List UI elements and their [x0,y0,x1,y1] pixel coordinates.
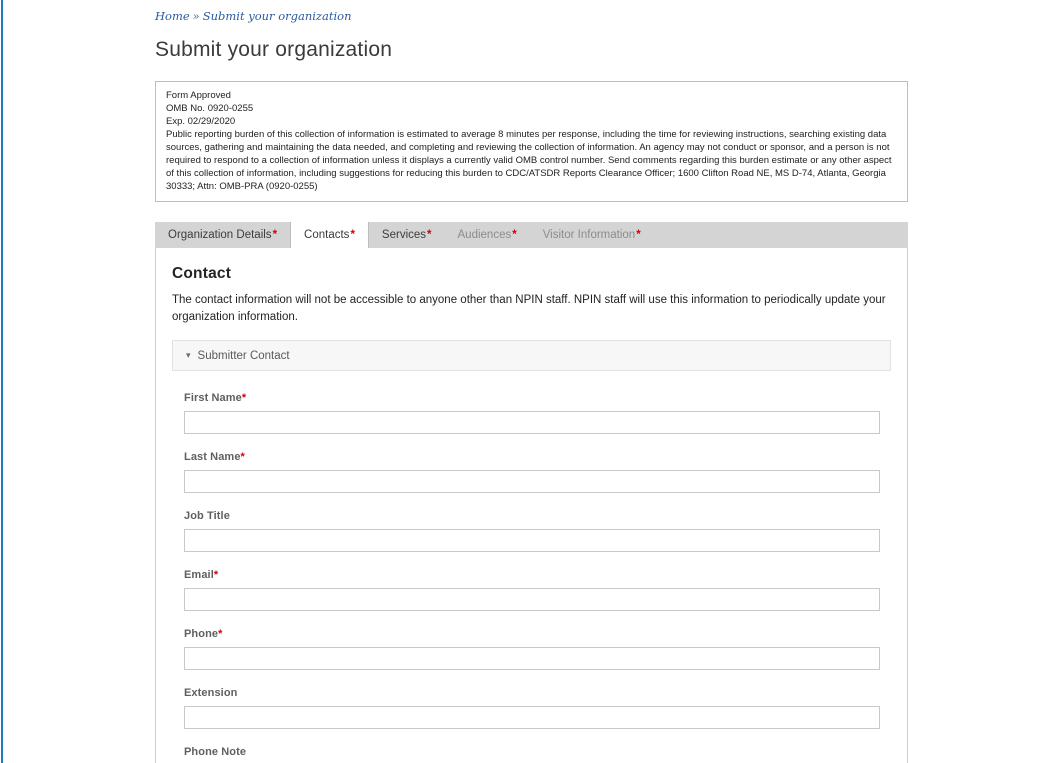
page-title: Submit your organization [155,38,393,61]
label-text: Job Title [184,510,230,522]
breadcrumb-home-link[interactable]: Home [155,9,190,23]
required-indicator: * [636,229,641,241]
contacts-tab-panel [155,248,908,763]
tab-label: Audiences [457,229,512,241]
tab-label: Organization Details [168,229,272,241]
required-indicator: * [427,229,432,241]
field-phone [184,628,880,670]
required-indicator: * [350,229,355,241]
contact-section-description: The contact information will not be accessible to anyone other than NPIN staff. NPIN staff will use this information to periodically update your organization information. [172,294,886,323]
tab-contacts[interactable] [290,222,369,248]
required-indicator: * [272,229,278,241]
tab-label: Contacts [304,229,350,241]
last-name-label [184,451,880,463]
breadcrumb [155,9,908,23]
required-indicator: * [241,392,247,404]
label-text: Phone Note [184,746,247,758]
tab-organization-details[interactable] [155,222,290,248]
submitter-contact-accordion[interactable] [172,340,891,371]
required-indicator: * [240,451,245,463]
phone-note-label [184,746,880,758]
required-indicator: * [218,628,223,640]
job-title-label [184,510,880,522]
accordion-label: Submitter Contact [197,349,290,362]
omb-form-approved: Form Approved [166,90,231,101]
field-phone-note [184,746,880,763]
field-email [184,569,880,611]
tab-services[interactable] [369,222,445,248]
first-name-label [184,392,880,404]
omb-expiration: Exp. 02/29/2020 [166,116,236,127]
breadcrumb-current[interactable]: Submit your organization [202,9,352,23]
omb-burden-paragraph: Public reporting burden of this collection of information is estimated to average 8 minutes per response, including the time for reviewing instructions, searching existing data sources, gathering and maintaining the data needed, and completing and reviewing the collection of information. An agency may not conduct or sponsor, and a person is not required to respond to a collection of information unless it displays a currently valid OMB control number. Send comments regarding this burden estimate or any other aspect of this collection of information, including suggestions for reducing this burden to CDC/ATSDR Reports Clearance Officer; 1600 Clifton Road NE, MS D-74, Atlanta, Georgia 30333; Attn: OMB-PRA (0920-0255) [166,129,892,192]
main-content [155,0,908,763]
omb-number: OMB No. 0920-0255 [166,103,254,114]
tab-visitor-information[interactable] [530,222,654,248]
extension-input[interactable] [184,706,880,729]
label-text: First Name [184,392,242,404]
job-title-input[interactable] [184,529,880,552]
field-first-name [184,392,880,434]
chevron-down-icon: ▾ [186,350,191,360]
first-name-input[interactable] [184,411,880,434]
email-input[interactable] [184,588,880,611]
omb-notice-box [155,81,908,202]
extension-label [184,687,880,699]
phone-input[interactable] [184,647,880,670]
page-accent-line [1,0,3,763]
phone-label [184,628,880,640]
submitter-contact-fields [184,392,880,763]
field-extension [184,687,880,729]
required-indicator: * [512,229,517,241]
required-indicator: * [213,569,219,581]
tab-label: Services [381,229,427,241]
tab-label: Visitor Information [542,229,636,241]
label-text: Phone [184,628,219,640]
label-text: Extension [184,687,238,699]
breadcrumb-separator: » [192,9,200,23]
label-text: Email [184,569,214,581]
field-last-name [184,451,880,493]
email-label [184,569,880,581]
last-name-input[interactable] [184,470,880,493]
contact-section-heading: Contact [172,265,232,282]
field-job-title [184,510,880,552]
form-tabs [155,222,908,248]
label-text: Last Name [184,451,241,463]
tab-audiences[interactable] [445,222,530,248]
